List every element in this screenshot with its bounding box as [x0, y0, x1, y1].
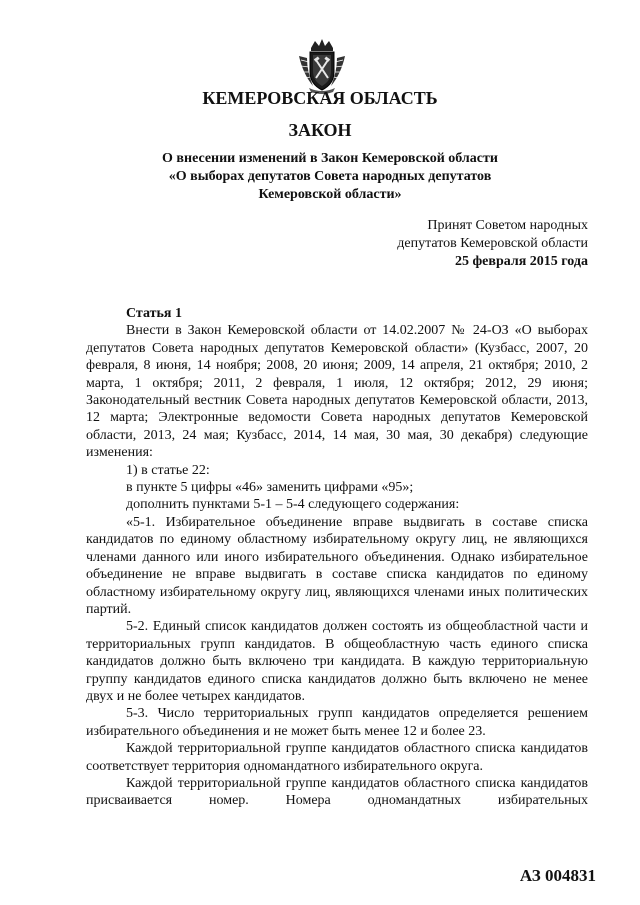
adoption-block — [397, 217, 588, 271]
adoption-date: 25 февраля 2015 года — [455, 254, 588, 269]
document-serial-number: АЗ 004831 — [519, 866, 596, 885]
article-paragraph: Внести в Закон Кемеровской области от 14.02.2007 № 24-ОЗ «О выборах депутатов Совета народных депутатов Кемеровской области» (Кузбасс, 2007, 20 февраля, 8 июня, 14 ноября; 2008, 20 июня; 2009, 14 апреля, 21 октября; 2010, 2 марта, 1 октября; 2011, 2 февраля, 1 июля, 12 октября; 2012, 29 июня; Законодательный вестник Совета народных депутатов Кемеровской области, 2013, 12 марта; Электронные ведомости Совета народных депутатов Кемеровской области, 2013, 24 мая; Кузбасс, 2014, 14 мая, 30 мая, 30 декабря) следующие изменения: — [86, 323, 588, 461]
subject-line: О внесении изменений в Закон Кемеровской области — [162, 151, 498, 166]
article-paragraph: 1) в статье 22: — [126, 462, 210, 478]
article-body — [86, 305, 588, 810]
region-title: КЕМЕРОВСКАЯ ОБЛАСТЬ — [202, 88, 438, 108]
subject-line: «О выборах депутатов Совета народных депутатов — [168, 169, 492, 184]
document-type-title: ЗАКОН — [288, 120, 352, 140]
article-heading: Статья 1 — [126, 306, 182, 321]
coat-of-arms-emblem — [297, 38, 347, 94]
adoption-line: депутатов Кемеровской области — [397, 236, 588, 251]
article-paragraph: 5-3. Число территориальных групп кандидатов определяется решением избирательного объединения и не может быть менее 12 и более 23. — [86, 706, 588, 739]
article-paragraph: дополнить пунктами 5-1 – 5-4 следующего содержания: — [126, 497, 460, 513]
adoption-line: Принят Советом народных — [427, 218, 588, 233]
article-paragraph: «5-1. Избирательное объединение вправе выдвигать в составе списка кандидатов по единому областному избирательному округу лиц, не являющихся членами данного или иного избирательного объединения. Однако избирательное объединение не вправе выдвигать в составе списка кандидатов по единому областному избирательному округу лиц, являющихся членами иных политических партий. — [86, 514, 588, 617]
article-paragraph: Каждой территориальной группе кандидатов областного списка кандидатов соответствует территория одномандатного избирательного округа. — [86, 741, 588, 774]
law-subject — [80, 150, 580, 204]
article-paragraph: в пункте 5 цифры «46» заменить цифрами «95»; — [126, 480, 414, 496]
article-paragraph: Каждой территориальной группе кандидатов областного списка кандидатов присваивается номер. Номера одномандатных избирательных — [86, 775, 588, 809]
subject-line: Кемеровской области» — [258, 187, 402, 202]
article-paragraph: 5-2. Единый список кандидатов должен состоять из общеобластной части и территориальных групп кандидатов. В общеобластную часть единого списка кандидатов должно быть включено три кандидата. В каждую территориальную группу кандидатов единого списка кандидатов должно быть включено не менее двух и не более четырех кандидатов. — [86, 619, 588, 704]
